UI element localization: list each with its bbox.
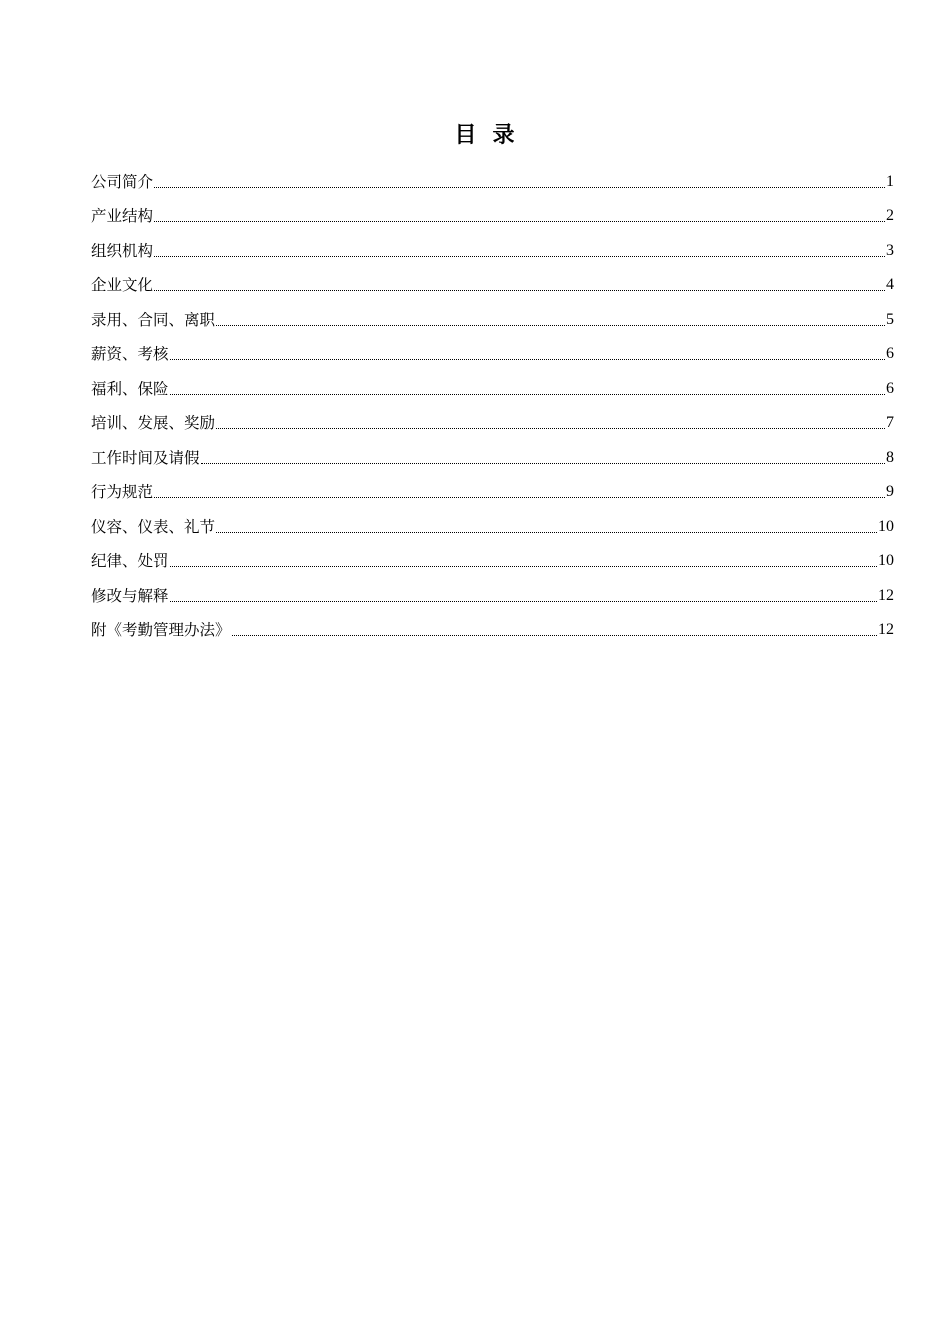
toc-entry-label: 组织机构	[91, 241, 154, 260]
toc-entry-page: 2	[886, 207, 894, 224]
toc-entry[interactable]	[91, 261, 894, 296]
toc-entry-label: 培训、发展、奖励	[91, 414, 216, 432]
toc-leader-dots	[154, 289, 885, 291]
toc-entry[interactable]	[91, 157, 894, 192]
toc-leader-dots	[154, 255, 885, 257]
toc-entry-label: 福利、保险	[91, 379, 169, 398]
toc-entry-page: 7	[886, 414, 894, 431]
toc-entry[interactable]	[91, 330, 894, 365]
toc-title: 目录	[454, 123, 531, 148]
toc-entry-page: 6	[886, 379, 894, 397]
toc-entry-page: 10	[878, 552, 894, 569]
toc-leader-dots	[216, 427, 885, 429]
toc-entry-label: 公司简介	[91, 172, 154, 191]
toc-entry-page: 1	[886, 172, 894, 190]
toc-entry-label: 录用、合同、离职	[91, 310, 216, 329]
toc-entry-label: 修改与解释	[91, 586, 169, 605]
toc-leader-dots	[154, 496, 885, 498]
toc-entry-page: 12	[878, 621, 894, 638]
toc-entry-page: 5	[886, 310, 894, 328]
toc-entry[interactable]	[91, 433, 894, 468]
toc-entry-page: 10	[878, 517, 894, 535]
toc-entry-page: 6	[886, 345, 894, 362]
toc-entry[interactable]	[91, 571, 894, 606]
toc-entry-page: 3	[886, 241, 894, 259]
toc-entry[interactable]	[91, 468, 894, 503]
toc-leader-dots	[201, 462, 885, 464]
toc-leader-dots	[170, 393, 885, 395]
toc-entry[interactable]	[91, 295, 894, 330]
toc-entry-page: 4	[886, 276, 894, 293]
toc-entry[interactable]	[91, 364, 894, 399]
toc-entry-label: 仪容、仪表、礼节	[91, 517, 216, 536]
toc-leader-dots	[170, 358, 885, 360]
toc-entry[interactable]	[91, 537, 894, 572]
toc-entry-label: 工作时间及请假	[91, 448, 200, 467]
toc-entry-page: 9	[886, 483, 894, 500]
toc-entry-page: 8	[886, 448, 894, 466]
toc-entry-label: 企业文化	[91, 276, 154, 294]
toc-entry[interactable]	[91, 399, 894, 434]
toc-entry-label: 附《考勤管理办法》	[91, 621, 231, 639]
toc-leader-dots	[170, 565, 877, 567]
toc-list	[91, 157, 894, 640]
toc-leader-dots	[232, 634, 877, 636]
toc-leader-dots	[216, 531, 877, 533]
toc-entry[interactable]	[91, 502, 894, 537]
toc-leader-dots	[170, 600, 877, 602]
toc-entry-label: 行为规范	[91, 483, 154, 501]
toc-leader-dots	[216, 324, 885, 326]
toc-entry-label: 纪律、处罚	[91, 552, 169, 570]
toc-entry[interactable]	[91, 192, 894, 227]
toc-leader-dots	[154, 186, 885, 188]
toc-entry-page: 12	[878, 586, 894, 604]
toc-entry[interactable]	[91, 226, 894, 261]
toc-leader-dots	[154, 220, 885, 222]
toc-entry[interactable]	[91, 606, 894, 641]
toc-entry-label: 产业结构	[91, 207, 154, 225]
toc-entry-label: 薪资、考核	[91, 345, 169, 363]
